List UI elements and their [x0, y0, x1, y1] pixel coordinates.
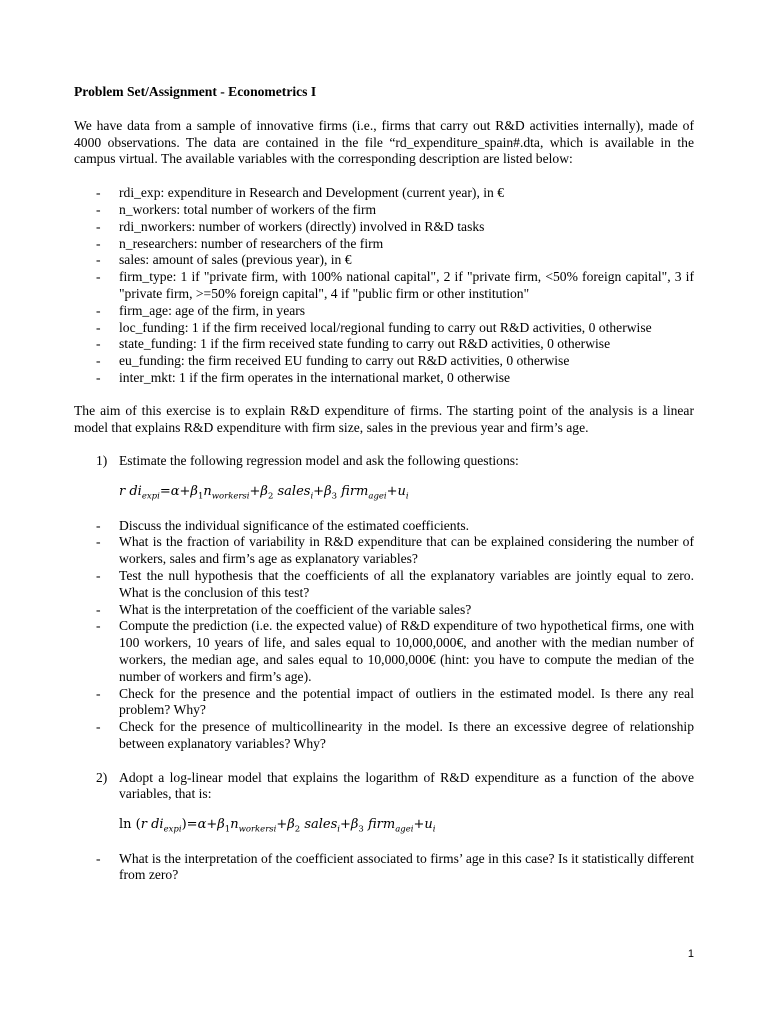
- section-1-number: 1): [96, 453, 108, 469]
- question-item: - Discuss the individual significance of the estimated coefficients.: [74, 518, 694, 535]
- variable-item-sales: - sales: amount of sales (previous year), in €: [74, 252, 694, 269]
- aim-paragraph: The aim of this exercise is to explain R&D expenditure of firms. The starting point of the analysis is a linear model that explains R&D expenditure with firm size, sales in the previous year and firm’s age.: [74, 402, 694, 435]
- variable-item-firm-age: - firm_age: age of the firm, in years: [74, 303, 694, 320]
- question-item: - What is the interpretation of the coefficient of the variable sales?: [74, 602, 694, 619]
- variable-item-eu-funding: - eu_funding: the firm received EU funding to carry out R&D activities, 0 otherwise: [74, 353, 694, 370]
- section-2-text: Adopt a log-linear model that explains the logarithm of R&D expenditure as a function of the above variables, that is:: [119, 769, 694, 802]
- document-title: Problem Set/Assignment - Econometrics I: [74, 84, 317, 99]
- variable-item-n-workers: - n_workers: total number of workers of the firm: [74, 202, 694, 219]
- section-2-heading: [74, 770, 694, 804]
- variable-item-loc-funding: - loc_funding: 1 if the firm received local/regional funding to carry out R&D activities, 0 otherwise: [74, 320, 694, 337]
- variable-item-n-researchers: - n_researchers: number of researchers of the firm: [74, 236, 694, 253]
- variable-item-inter-mkt: - inter_mkt: 1 if the firm operates in the international market, 0 otherwise: [74, 370, 694, 387]
- variable-list: [74, 185, 694, 387]
- linear-model-formula: r $di_{expi}=\alpha+\beta_1n_{workersi}+\beta_2$ $sales_i+\beta_3$ $firm_{agei}+u_i$: [119, 484, 409, 502]
- variable-item-rdi-nworkers: - rdi_nworkers: number of workers (directly) involved in R&D tasks: [74, 219, 694, 236]
- question-item: - What is the fraction of variability in R&D expenditure that can be explained considering the number of workers, sales and firm’s age as explanatory variables?: [74, 534, 694, 568]
- section-1-heading: [74, 453, 694, 470]
- document-page: [74, 84, 694, 901]
- question-item: - Compute the prediction (i.e. the expected value) of R&D expenditure of two hypothetical firms, one with 100 workers, 10 years of life, and sales equal to 10,000,000€, and another with the median number of workers, the median age, and sales equal to 10,000,000€ (hint: you have to compute the median of the number of workers and firm’s age).: [74, 618, 694, 685]
- question-item: - Check for the presence and the potential impact of outliers in the estimated model. Is there any real problem? Why?: [74, 686, 694, 720]
- question-item: - Check for the presence of multicollinearity in the model. Is there an excessive degree of relationship between explanatory variables? Why?: [74, 719, 694, 753]
- question-item: - What is the interpretation of the coefficient associated to firms’ age in this case? Is it statistically different from zero?: [74, 851, 694, 885]
- log-linear-model-formula: ln (r $di_{expi})=\alpha+\beta_1n_{workersi}+\beta_2$ $sales_i+\beta_3$ $firm_{agei}+u_i$: [119, 817, 436, 835]
- variable-item-firm-type: - firm_type: 1 if "private firm, with 100% national capital", 2 if "private firm, <50% foreign capital", 3 if "private firm, >=50% foreign capital", 4 if "public firm or other institution": [74, 269, 694, 303]
- intro-paragraph: We have data from a sample of innovative firms (i.e., firms that carry out R&D activities internally), made of 4000 observations. The data are contained in the file “rd_expenditure_spain#.dta, which is available in the campus virtual. The available variables with the corresponding description are listed below:: [74, 117, 694, 167]
- section-2-questions: [74, 851, 694, 885]
- variable-item-rdi-exp: - rdi_exp: expenditure in Research and Development (current year), in €: [74, 185, 694, 202]
- variable-item-state-funding: - state_funding: 1 if the firm received state funding to carry out R&D activities, 0 otherwise: [74, 336, 694, 353]
- section-1-text: Estimate the following regression model and ask the following questions:: [119, 453, 519, 469]
- section-2-number: 2): [96, 769, 108, 785]
- page-number: 1: [687, 948, 694, 960]
- question-item: - Test the null hypothesis that the coefficients of all the explanatory variables are jointly equal to zero. What is the conclusion of this test?: [74, 568, 694, 602]
- section-1-questions: [74, 518, 694, 753]
